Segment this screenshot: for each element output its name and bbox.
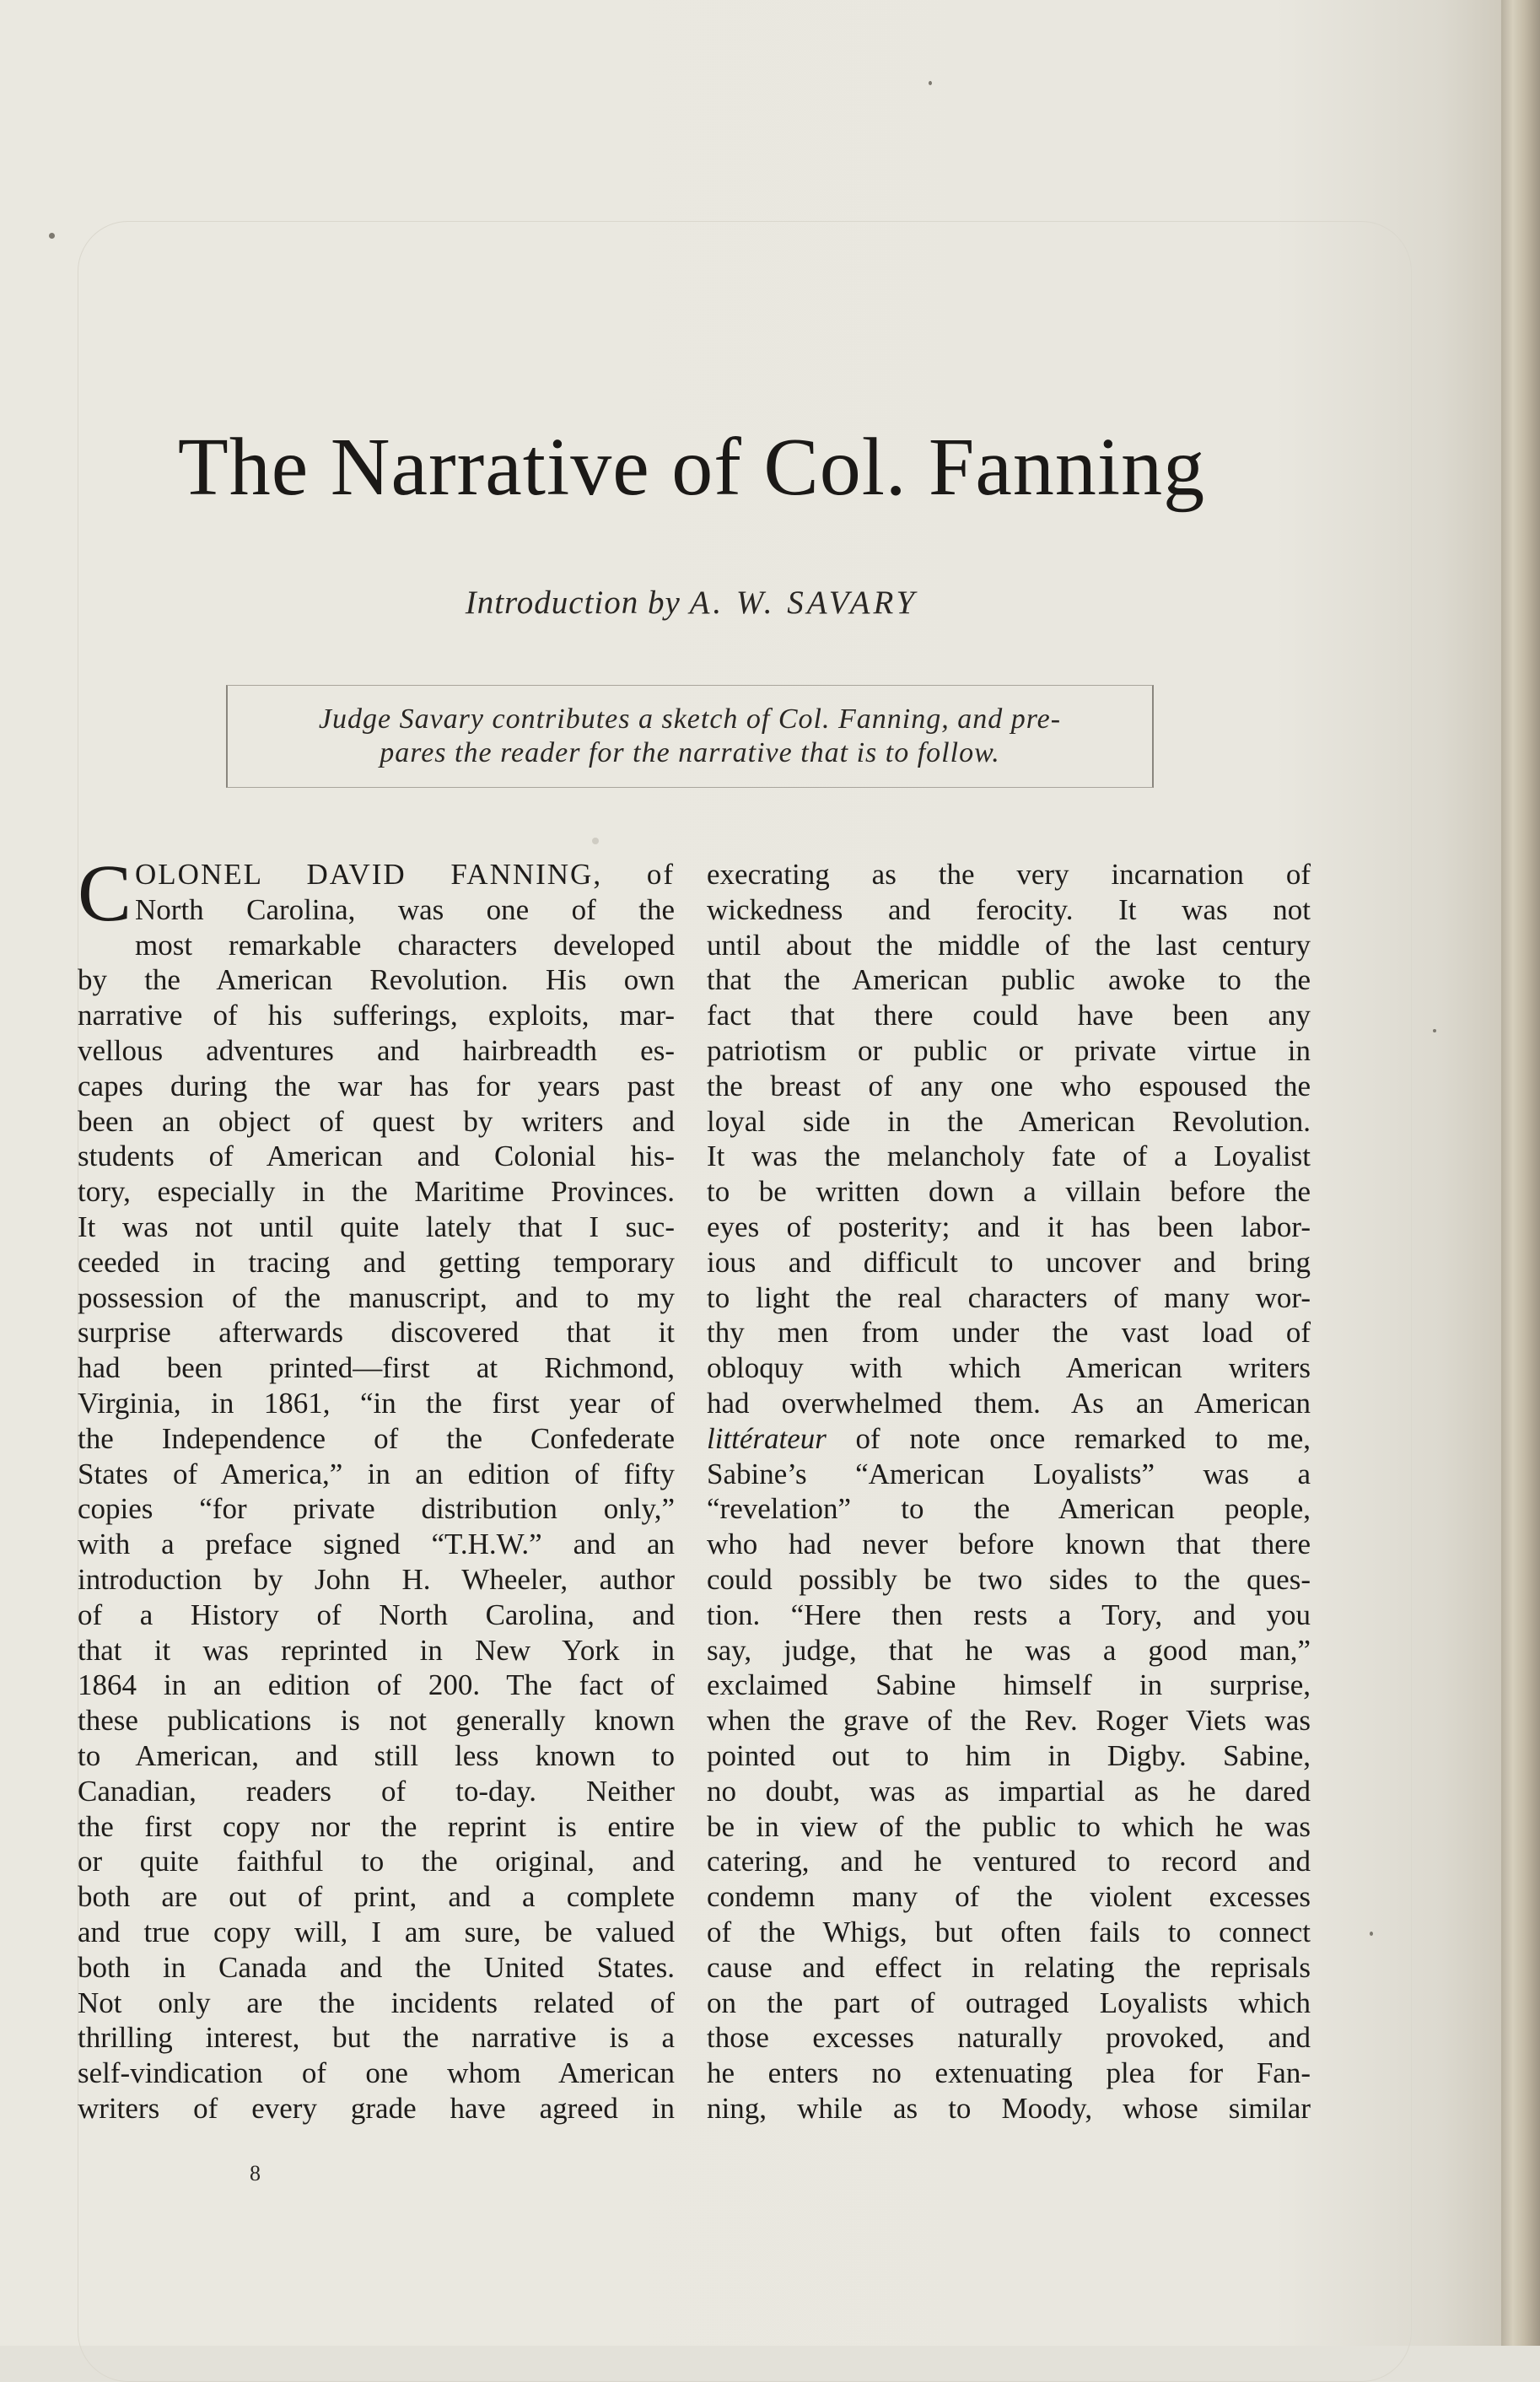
left-column — [78, 848, 675, 2126]
right-column-line: when the grave of the Rev. Roger Viets was — [707, 1704, 1311, 1738]
right-column-line: be in view of the public to which he was — [707, 1809, 1311, 1843]
right-column-line: could possibly be two sides to the ques- — [707, 1562, 1311, 1596]
left-column-line: thrilling interest, but the narrative is a — [78, 2021, 675, 2055]
right-column-line: Sabine’s “American Loyalists” was a — [707, 1457, 1311, 1490]
right-column-line: ning, while as to Moody, whose similar — [707, 2091, 1311, 2125]
editor-note-line-2: pares the reader for the narrative that is to follow. — [380, 737, 1000, 768]
right-column-line: thy men from under the vast load of — [707, 1316, 1311, 1350]
left-column-line: Not only are the incidents related of — [78, 1986, 675, 2019]
left-column-line: these publications is not generally known — [78, 1704, 675, 1738]
left-column-line: both in Canada and the United States. — [78, 1950, 675, 1984]
right-column-line: had overwhelmed them. As an American — [707, 1386, 1311, 1420]
editor-note-box — [226, 685, 1154, 788]
left-column-line: capes during the war has for years past — [78, 1069, 675, 1102]
left-column-line: had been printed—first at Richmond, — [78, 1351, 675, 1385]
left-column-line: States of America,” in an edition of fifty — [78, 1457, 675, 1490]
left-column-line: copies “for private distribution only,” — [78, 1492, 675, 1526]
right-column-line: catering, and he ventured to record and — [707, 1845, 1311, 1878]
left-column-line: ceeded in tracing and getting temporary — [78, 1245, 675, 1279]
article-title: The Narrative of Col. Fanning — [177, 422, 1206, 513]
right-column-line: until about the middle of the last century — [707, 928, 1311, 962]
right-column-line: cause and effect in relating the reprisals — [707, 1950, 1311, 1984]
right-column-line: fact that there could have been any — [707, 999, 1311, 1032]
left-column-line: narrative of his sufferings, exploits, mar- — [78, 999, 675, 1032]
right-column-line: It was the melancholy fate of a Loyalist — [707, 1140, 1311, 1173]
left-column-line: both are out of print, and a complete — [78, 1880, 675, 1914]
right-column-line: “revelation” to the American people, — [707, 1492, 1311, 1526]
left-column-line: tory, especially in the Maritime Provinces. — [78, 1175, 675, 1209]
left-column-line: the first copy nor the reprint is entire — [78, 1809, 675, 1843]
left-column-line: OLONEL DAVID FANNING, of — [135, 858, 675, 891]
right-column-line: he enters no extenuating plea for Fan- — [707, 2056, 1311, 2090]
right-column-line: ious and difficult to uncover and bring — [707, 1245, 1311, 1279]
right-column-line: patriotism or public or private virtue in — [707, 1033, 1311, 1067]
right-column-line: obloquy with which American writers — [707, 1351, 1311, 1385]
byline-prefix: Introduction by — [465, 585, 681, 621]
right-column-line: that the American public awoke to the — [707, 963, 1311, 997]
paper-speck — [1370, 1932, 1373, 1936]
page-number: 8 — [250, 2161, 261, 2185]
right-column-line: no doubt, was as impartial as he dared — [707, 1774, 1311, 1808]
right-column-line: littérateur of note once remarked to me, — [707, 1421, 1311, 1455]
left-column-line: by the American Revolution. His own — [78, 963, 675, 997]
right-column-line: pointed out to him in Digby. Sabine, — [707, 1738, 1311, 1772]
byline — [0, 584, 1383, 622]
right-column-line: of the Whigs, but often fails to connect — [707, 1915, 1311, 1948]
drop-cap: C — [78, 848, 132, 938]
paper-speck — [49, 233, 55, 239]
left-column-line: introduction by John H. Wheeler, author — [78, 1562, 675, 1596]
left-column-line: and true copy will, I am sure, be valued — [78, 1915, 675, 1948]
left-column-line: students of American and Colonial his- — [78, 1140, 675, 1173]
right-column — [707, 857, 1311, 2126]
left-column-line: possession of the manuscript, and to my — [78, 1280, 675, 1314]
left-column-line: Canadian, readers of to-day. Neither — [78, 1774, 675, 1808]
right-column-line: execrating as the very incarnation of — [707, 858, 1311, 891]
left-column-line: or quite faithful to the original, and — [78, 1845, 675, 1878]
right-column-line: to light the real characters of many wor- — [707, 1280, 1311, 1314]
right-column-line: who had never before known that there — [707, 1528, 1311, 1561]
right-column-line: exclaimed Sabine himself in surprise, — [707, 1668, 1311, 1702]
left-column-line: the Independence of the Confederate — [78, 1421, 675, 1455]
right-column-line: wickedness and ferocity. It was not — [707, 892, 1311, 926]
left-column-line: self-vindication of one whom American — [78, 2056, 675, 2090]
right-column-line: condemn many of the violent excesses — [707, 1880, 1311, 1914]
left-column-line: writers of every grade have agreed in — [78, 2091, 675, 2125]
right-column-line: eyes of posterity; and it has been labor- — [707, 1210, 1311, 1243]
right-column-line: say, judge, that he was a good man,” — [707, 1633, 1311, 1667]
right-column-line: on the part of outraged Loyalists which — [707, 1986, 1311, 2019]
left-column-line: been an object of quest by writers and — [78, 1104, 675, 1138]
left-column-line: It was not until quite lately that I suc- — [78, 1210, 675, 1243]
right-column-line: tion. “Here then rests a Tory, and you — [707, 1598, 1311, 1631]
left-column-line: with a preface signed “T.H.W.” and an — [78, 1528, 675, 1561]
paper-speck — [929, 81, 932, 85]
paper-speck — [1433, 1029, 1436, 1032]
right-column-line: loyal side in the American Revolution. — [707, 1104, 1311, 1138]
left-column-line: vellous adventures and hairbreadth es- — [78, 1033, 675, 1067]
left-column-line: North Carolina, was one of the — [135, 892, 675, 926]
left-column-line: surprise afterwards discovered that it — [78, 1316, 675, 1350]
right-column-line: to be written down a villain before the — [707, 1175, 1311, 1209]
left-column-line: most remarkable characters developed — [135, 928, 675, 962]
editor-note-line-1: Judge Savary contributes a sketch of Col. Fanning, and pre- — [318, 703, 1062, 735]
right-column-line: those excesses naturally provoked, and — [707, 2021, 1311, 2055]
paper-speck — [592, 838, 599, 844]
right-column-line: the breast of any one who espoused the — [707, 1069, 1311, 1102]
left-column-line: that it was reprinted in New York in — [78, 1633, 675, 1667]
left-column-line: Virginia, in 1861, “in the first year of — [78, 1386, 675, 1420]
byline-author: A. W. SAVARY — [689, 585, 918, 621]
left-column-line: to American, and still less known to — [78, 1738, 675, 1772]
left-column-line: of a History of North Carolina, and — [78, 1598, 675, 1631]
left-column-line: 1864 in an edition of 200. The fact of — [78, 1668, 675, 1702]
page-edge-spine — [1501, 0, 1540, 2346]
